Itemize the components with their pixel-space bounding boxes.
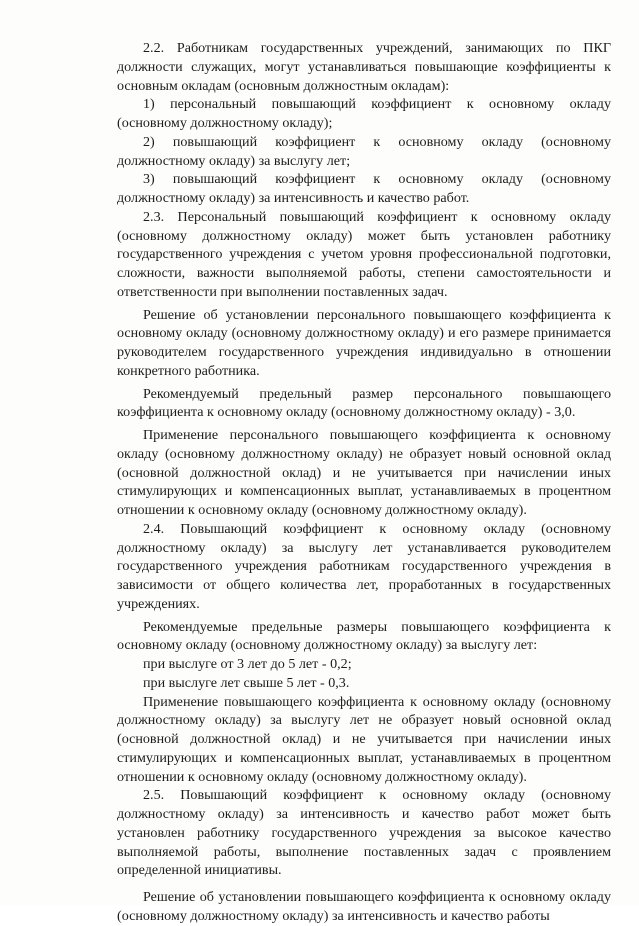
seniority-item-1: при выслуге от 3 лет до 5 лет - 0,2; (143, 656, 352, 672)
paragraph-recommended-max: Рекомендуемый предельный размер персонального повышающего коэффициента к основному окладу (основному должностному окладу) - 3,0. (117, 385, 611, 421)
list-item-2: 2) повышающий коэффициент к основному окладу (основному должностному окладу) за выслугу лет; (117, 133, 611, 169)
paragraph-2-2: 2.2. Работникам государственных учреждений, занимающих по ПКГ должности служащих, могут устанавливаться повышающие коэффициенты к основным окладам (основным должностным окладам): (117, 40, 611, 94)
paragraph-2-3: 2.3. Персональный повышающий коэффициент к основному окладу (основному должностному окладу) может быть установлен работнику государственного учреждения с учетом уровня профессиональной подготовки, сложности, важности выполняемой работы, степени самостоятельности и ответственности при выполнении поставленных задач. (117, 208, 611, 300)
paragraph-2-5: 2.5. Повышающий коэффициент к основному окладу (основному должностному окладу) за интенсивность и качество работ может быть установлен работнику государственного учреждения за высокое качество выполняемой работы, выполнение поставленных задач с проявлением определенной инициативы. (117, 787, 611, 879)
paragraph-decision: Решение об установлении персонального повышающего коэффициента к основному окладу (основному должностному окладу) и его размере принимается руководителем государственного учреждения индивидуально в отношении конкретного работника. (117, 306, 611, 379)
seniority-item-2: при выслуге лет свыше 5 лет - 0,3. (143, 674, 350, 691)
paragraph-recommended-seniority: Рекомендуемые предельные размеры повышающего коэффициента к основному окладу (основному должностному окладу) за выслугу лет: (117, 618, 611, 654)
list-item-3: 3) повышающий коэффициент к основному окладу (основному должностному окладу) за интенсивность и качество работ. (117, 171, 611, 206)
list-item-1: 1) персональный повышающий коэффициент к основному окладу (основному должностному окладу); (117, 96, 611, 131)
paragraph-2-4: 2.4. Повышающий коэффициент к основному окладу (основному должностному окладу) за выслугу лет устанавливается руководителем государственного учреждения работникам государственного учреждения в зависимости от общего количества лет, проработанных в государственных учреждениях. (117, 520, 611, 612)
paragraph-application-seniority: Применение повышающего коэффициента к основному окладу (основному должностному окладу) за выслугу лет не образует новый основной оклад (основной должностной оклад) и не учитывается при начислении иных стимулирующих и компенсационных выплат, устанавливаемых в процентном отношении к основному окладу (основному должностному окладу). (117, 693, 611, 785)
paragraph-decision-intensity: Решение об установлении повышающего коэффициента к основному окладу (основному должностному окладу) за интенсивность и качество работы (117, 889, 611, 924)
document-body (117, 39, 611, 926)
paragraph-application-personal: Применение персонального повышающего коэффициента к основному окладу (основному должностному окладу) не образует новый основной оклад (основной должностной оклад) и не учитывается при начислении иных стимулирующих и компенсационных выплат, устанавливаемых в процентном отношении к основному окладу (основному должностному окладу). (117, 427, 611, 518)
